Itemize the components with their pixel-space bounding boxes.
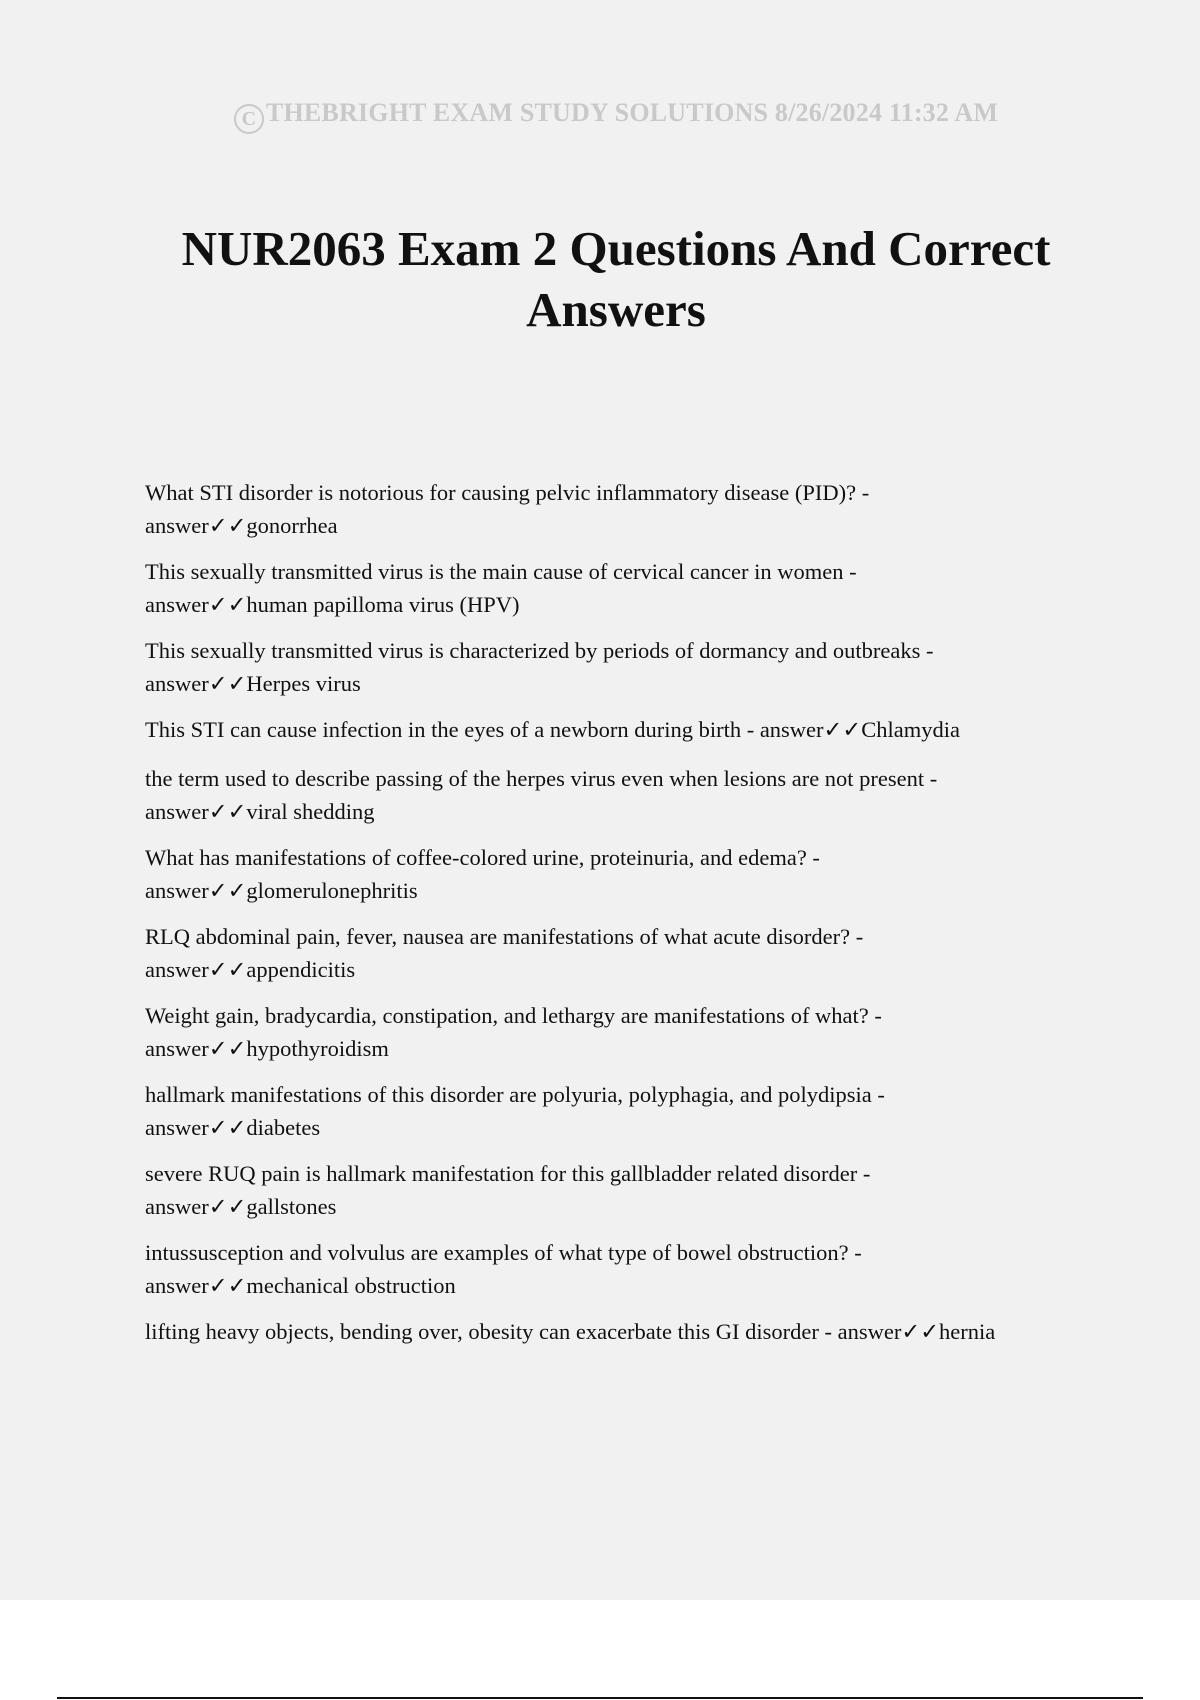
qa-item (145, 1236, 1085, 1302)
qa-item (145, 841, 1085, 907)
answer-text: answer✓✓viral shedding (145, 799, 375, 824)
qa-item (145, 634, 1085, 700)
answer-text: answer✓✓hypothyroidism (145, 1036, 389, 1061)
qa-item (145, 920, 1085, 986)
question-answer-text: This STI can cause infection in the eyes of a newborn during birth - answer✓✓Chlamydia (145, 717, 960, 742)
qa-item (145, 1157, 1085, 1223)
question-text: This sexually transmitted virus is characterized by periods of dormancy and outbreaks - (145, 638, 934, 663)
question-text: Weight gain, bradycardia, constipation, and lethargy are manifestations of what? - (145, 1003, 882, 1028)
answer-text: answer✓✓gonorrhea (145, 513, 338, 538)
question-text: the term used to describe passing of the herpes virus even when lesions are not present - (145, 766, 938, 791)
question-text: RLQ abdominal pain, fever, nausea are manifestations of what acute disorder? - (145, 924, 864, 949)
answer-text: answer✓✓gallstones (145, 1194, 337, 1219)
answer-text: answer✓✓Herpes virus (145, 671, 361, 696)
qa-item (145, 1315, 1085, 1348)
qa-item (145, 713, 1085, 746)
answer-text: answer✓✓mechanical obstruction (145, 1273, 456, 1298)
qa-item (145, 999, 1085, 1065)
page-title: NUR2063 Exam 2 Questions And Correct Answers (181, 221, 1051, 337)
qa-item (145, 476, 1085, 542)
question-answer-text: lifting heavy objects, bending over, obesity can exacerbate this GI disorder - answer✓✓hernia (145, 1319, 996, 1344)
question-text: This sexually transmitted virus is the main cause of cervical cancer in women - (145, 559, 857, 584)
question-text: severe RUQ pain is hallmark manifestation for this gallbladder related disorder - (145, 1161, 871, 1186)
watermark-text: THEBRIGHT EXAM STUDY SOLUTIONS 8/26/2024 11:32 AM (265, 98, 999, 127)
answer-text: answer✓✓glomerulonephritis (145, 878, 418, 903)
watermark (0, 98, 1200, 134)
copyright-icon: C (234, 104, 264, 134)
question-text: hallmark manifestations of this disorder are polyuria, polyphagia, and polydipsia - (145, 1082, 885, 1107)
question-text: What has manifestations of coffee-colored urine, proteinuria, and edema? - (145, 845, 820, 870)
qa-item (145, 555, 1085, 621)
question-text: intussusception and volvulus are examples of what type of bowel obstruction? - (145, 1240, 862, 1265)
qa-item (145, 1078, 1085, 1144)
qa-item (145, 762, 1085, 828)
page-divider (57, 1697, 1143, 1699)
answer-text: answer✓✓human papilloma virus (HPV) (145, 592, 520, 617)
question-text: What STI disorder is notorious for causing pelvic inflammatory disease (PID)? - (145, 480, 870, 505)
qa-list (145, 476, 1085, 1361)
answer-text: answer✓✓appendicitis (145, 957, 356, 982)
answer-text: answer✓✓diabetes (145, 1115, 321, 1140)
